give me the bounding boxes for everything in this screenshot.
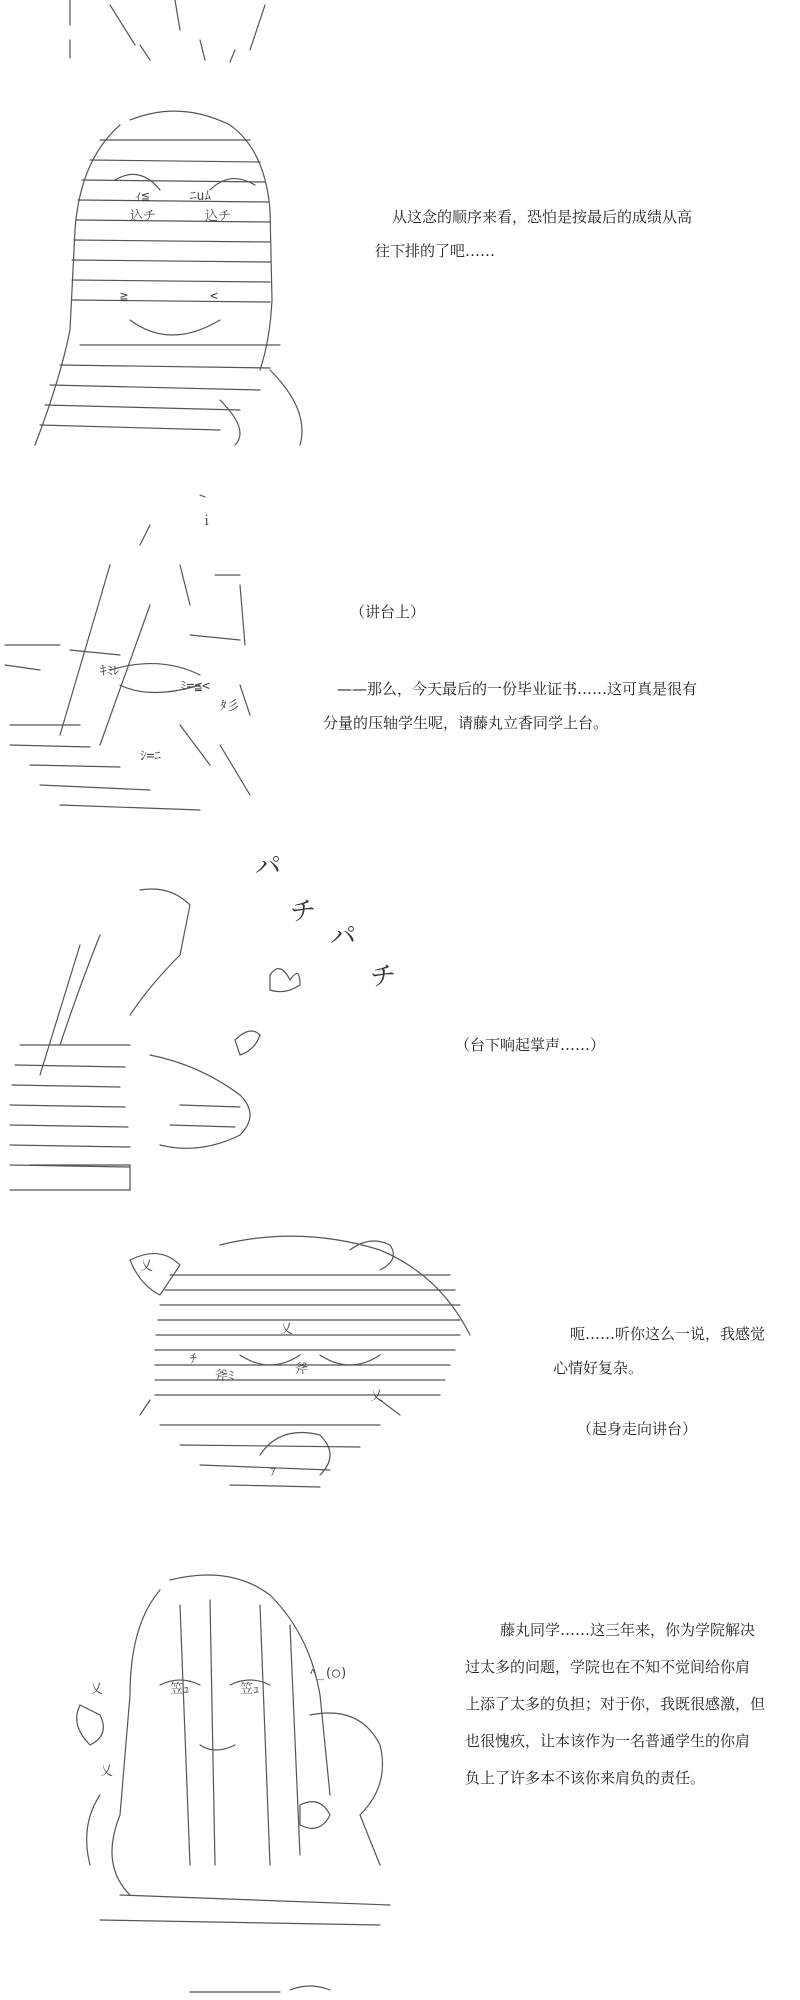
svg-text:笠ｭ: 笠ｭ <box>240 1682 260 1697</box>
svg-text:込チ: 込チ <box>130 209 157 224</box>
svg-text:ｨ≦: ｨ≦ <box>135 189 150 204</box>
svg-text:ｧ: ｧ <box>270 1464 277 1479</box>
svg-text:ﾐ=≦<: ﾐ=≦< <box>180 679 210 694</box>
student-standing-art <box>120 1225 500 1525</box>
panel-1-line-2: 往下排的了吧…… <box>375 242 496 260</box>
girl-portrait-art <box>20 100 320 450</box>
panel-1-line-1: 从这念的顺序来看，恐怕是按最后的成绩从高 <box>392 208 693 226</box>
clap-sfx-2: チ <box>290 897 317 927</box>
svg-text:ｉ: ｉ <box>200 514 214 529</box>
svg-text:ｷﾐﾚ: ｷﾐﾚ <box>100 664 120 679</box>
panel-5-line-1: 藤丸同学……这三年来，你为学院解决 <box>500 1621 756 1639</box>
top-art-fragment <box>40 0 300 70</box>
svg-text:斧ﾐ: 斧ﾐ <box>215 1369 235 1384</box>
svg-text:乂: 乂 <box>370 1389 384 1404</box>
svg-text:ﾍ_(◯): ﾍ_(◯) <box>310 1666 348 1681</box>
clapping-hands-art <box>0 845 400 1205</box>
panel-3 <box>0 845 800 1205</box>
svg-text:乂: 乂 <box>280 1322 294 1337</box>
svg-text:<: < <box>210 289 218 304</box>
panel-5-line-4: 也很愧疚，让本该作为一名普通学生的你肩 <box>465 1732 751 1750</box>
panel-3-line-1: （台下响起掌声……） <box>455 1036 606 1054</box>
panel-1 <box>0 90 800 450</box>
svg-text:乂: 乂 <box>100 1764 114 1779</box>
panel-5-line-2: 过太多的问题，学院也在不知不觉间给你肩 <box>465 1658 751 1676</box>
clap-sfx-4: チ <box>370 962 397 992</box>
panel-5-line-5: 负上了许多本不该你来肩负的责任。 <box>465 1769 706 1787</box>
clap-sfx-1: パ <box>255 852 282 882</box>
panel-4-line-1: 呃……听你这么一说，我感觉 <box>570 1325 766 1343</box>
svg-text:乂: 乂 <box>90 1682 104 1697</box>
bottom-art-fragment <box>180 1980 380 2000</box>
svg-text:≧: ≧ <box>120 289 128 304</box>
clap-sfx-3: パ <box>330 922 357 952</box>
panel-4-line-2: 心情好复杂。 <box>553 1359 644 1377</box>
svg-text:ﾀ彡: ﾀ彡 <box>220 699 240 714</box>
panel-4 <box>0 1225 800 1535</box>
panel-2 <box>0 475 800 830</box>
panel-4-line-3: （起身走向讲台） <box>577 1420 698 1438</box>
panel-2-line-3: 分量的压轴学生呢，请藤丸立香同学上台。 <box>323 714 609 732</box>
panel-2-line-2: ——那么，今天最后的一份毕业证书……这可真是很有 <box>337 680 698 698</box>
svg-text:乂: 乂 <box>140 1259 154 1274</box>
teacher-speaking-art <box>0 485 270 825</box>
teacher-portrait-art <box>60 1565 440 1945</box>
svg-text:笠ｭ: 笠ｭ <box>170 1682 190 1697</box>
svg-text:ﾁ: ﾁ <box>190 1352 197 1367</box>
svg-text:ｼ=ﾆ: ｼ=ﾆ <box>140 749 161 764</box>
svg-text:込チ: 込チ <box>205 209 232 224</box>
panel-5-line-3: 上添了太多的负担；对于你，我既很感激，但 <box>465 1695 766 1713</box>
svg-text:斧: 斧 <box>295 1362 309 1377</box>
panel-2-line-1: （讲台上） <box>350 603 426 621</box>
panel-5 <box>0 1565 800 1945</box>
svg-text:ﾆuﾑ: ﾆuﾑ <box>190 189 211 204</box>
